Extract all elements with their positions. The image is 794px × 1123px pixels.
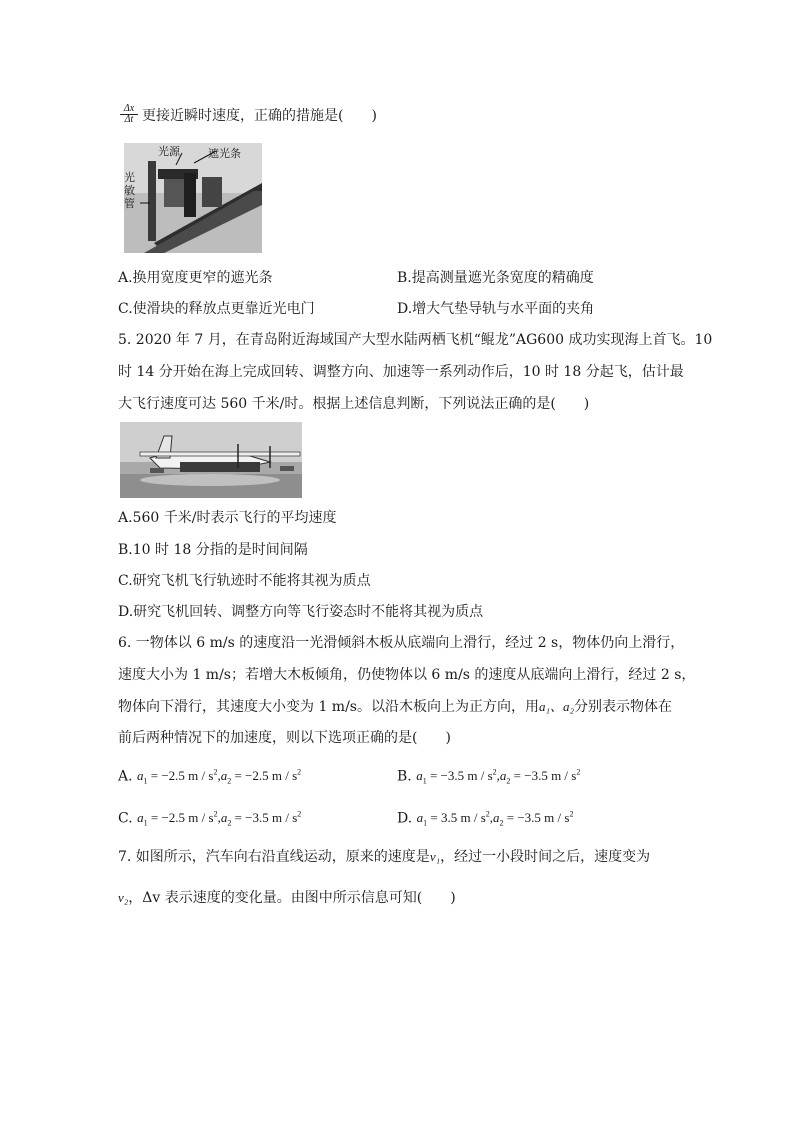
fraction-numerator: Δx — [120, 104, 138, 115]
q6-line-2: 速度大小为 1 m/s；若增大木板倾角，仍使物体以 6 m/s 的速度从底端向上滑行，经过 2 s， — [118, 667, 696, 683]
q7-line-2-tail: ，Δv 表示速度的变化量。由图中所示信息可知( ) — [128, 890, 456, 906]
q7-line-1 — [118, 847, 650, 867]
aircraft-photo — [120, 422, 302, 498]
a1-value: = −2.5 m / s — [150, 768, 214, 784]
q6-line-3-tail: 分别表示物体在 — [574, 699, 673, 715]
q5-option-c: C.研究飞机飞行轨迹时不能将其视为质点 — [118, 573, 371, 589]
a2-value: = −2.5 m / s — [234, 768, 298, 784]
q5-line-2: 时 14 分开始在海上完成回转、调整方向、加速等一系列动作后，10 时 18 分起飞，估计最 — [118, 364, 684, 380]
a1-value: = −3.5 m / s — [429, 768, 493, 784]
q6-line-1: 6. 一物体以 6 m/s 的速度沿一光滑倾斜木板从底端向上滑行，经过 2 s，物体仍向上滑行， — [118, 635, 685, 651]
photogate-label: 光敏管 — [124, 171, 135, 210]
option-label: A. — [118, 768, 133, 785]
option-label: B. — [397, 768, 412, 785]
q6-option-c: C. $a_1 = -2.5$ $m / s^2,a_2 = -3.5$ m / $s^2$ — [118, 810, 302, 828]
q6-line-4: 前后两种情况下的加速度，则以下选项正确的是( ) — [118, 730, 451, 746]
q7-line-1-tail: ，经过一小段时间之后，速度变为 — [440, 849, 651, 865]
q4-option-c: C.使滑块的释放点更靠近光电门 — [118, 301, 315, 317]
q7-line-1-head: 7. 如图所示，汽车向右沿直线运动，原来的速度是 — [118, 849, 430, 865]
q6-line-3 — [118, 697, 672, 717]
fraction-denominator: Δt — [124, 114, 134, 125]
v1-symbol: v₁ — [429, 849, 441, 864]
a2-value: = −3.5 m / s — [234, 810, 298, 826]
q6-line-3-text: 物体向下滑行，其速度大小变为 1 m/s。以沿木板向上为正方向，用 — [118, 699, 539, 715]
option-label: D. — [397, 810, 413, 827]
q4-option-a: A.换用宽度更窄的遮光条 — [118, 270, 273, 286]
a1-value: = −2.5 m / s — [150, 810, 214, 826]
q6-option-b: B. $a_1 = -3.5$ $m / s^2,a_2 = -3.5$ m / $s^2$ — [397, 768, 581, 786]
delta-x-over-delta-t-fraction — [120, 104, 138, 125]
q4-stem-tail: 更接近瞬时速度，正确的措施是( ) — [142, 108, 377, 124]
q4-option-d: D.增大气垫导轨与水平面的夹角 — [397, 301, 595, 317]
q7-line-2 — [118, 888, 456, 908]
photogate-photo — [124, 143, 262, 253]
q5-option-d: D.研究飞机回转、调整方向等飞行姿态时不能将其视为质点 — [118, 604, 484, 620]
q5-option-b: B.10 时 18 分指的是时间间隔 — [118, 542, 308, 558]
q5-line-1: 5. 2020 年 7 月，在青岛附近海域国产大型水陆两栖飞机“鲲龙”AG600 成功实现海上首飞。10 — [118, 332, 713, 348]
q4-option-b: B.提高测量遮光条宽度的精确度 — [397, 270, 594, 286]
shading-strip-label: 遮光条 — [208, 147, 241, 160]
a1-a2-symbols: a₁、a₂ — [538, 699, 575, 714]
a2-value: = −3.5 m / s — [506, 810, 570, 826]
q5-line-3: 大飞行速度可达 560 千米/时。根据上述信息判断，下列说法正确的是( ) — [118, 396, 590, 412]
q6-option-a: A. $a_1 = -2.5$ $m / s^2,a_2 = -2.5$ m / $s^2$ — [118, 768, 302, 786]
a2-value: = −3.5 m / s — [513, 768, 577, 784]
a1-value: = 3.5 m / s — [430, 810, 486, 826]
q5-option-a: A.560 千米/时表示飞行的平均速度 — [118, 510, 337, 526]
option-label: C. — [118, 810, 133, 827]
light-source-label: 光源 — [158, 145, 180, 158]
v2-symbol: v₂ — [118, 890, 129, 905]
q6-option-d: D. $a_1 = 3.5$ $m / s^2,a_2 = -3.5$ m / $s^2$ — [397, 810, 574, 828]
